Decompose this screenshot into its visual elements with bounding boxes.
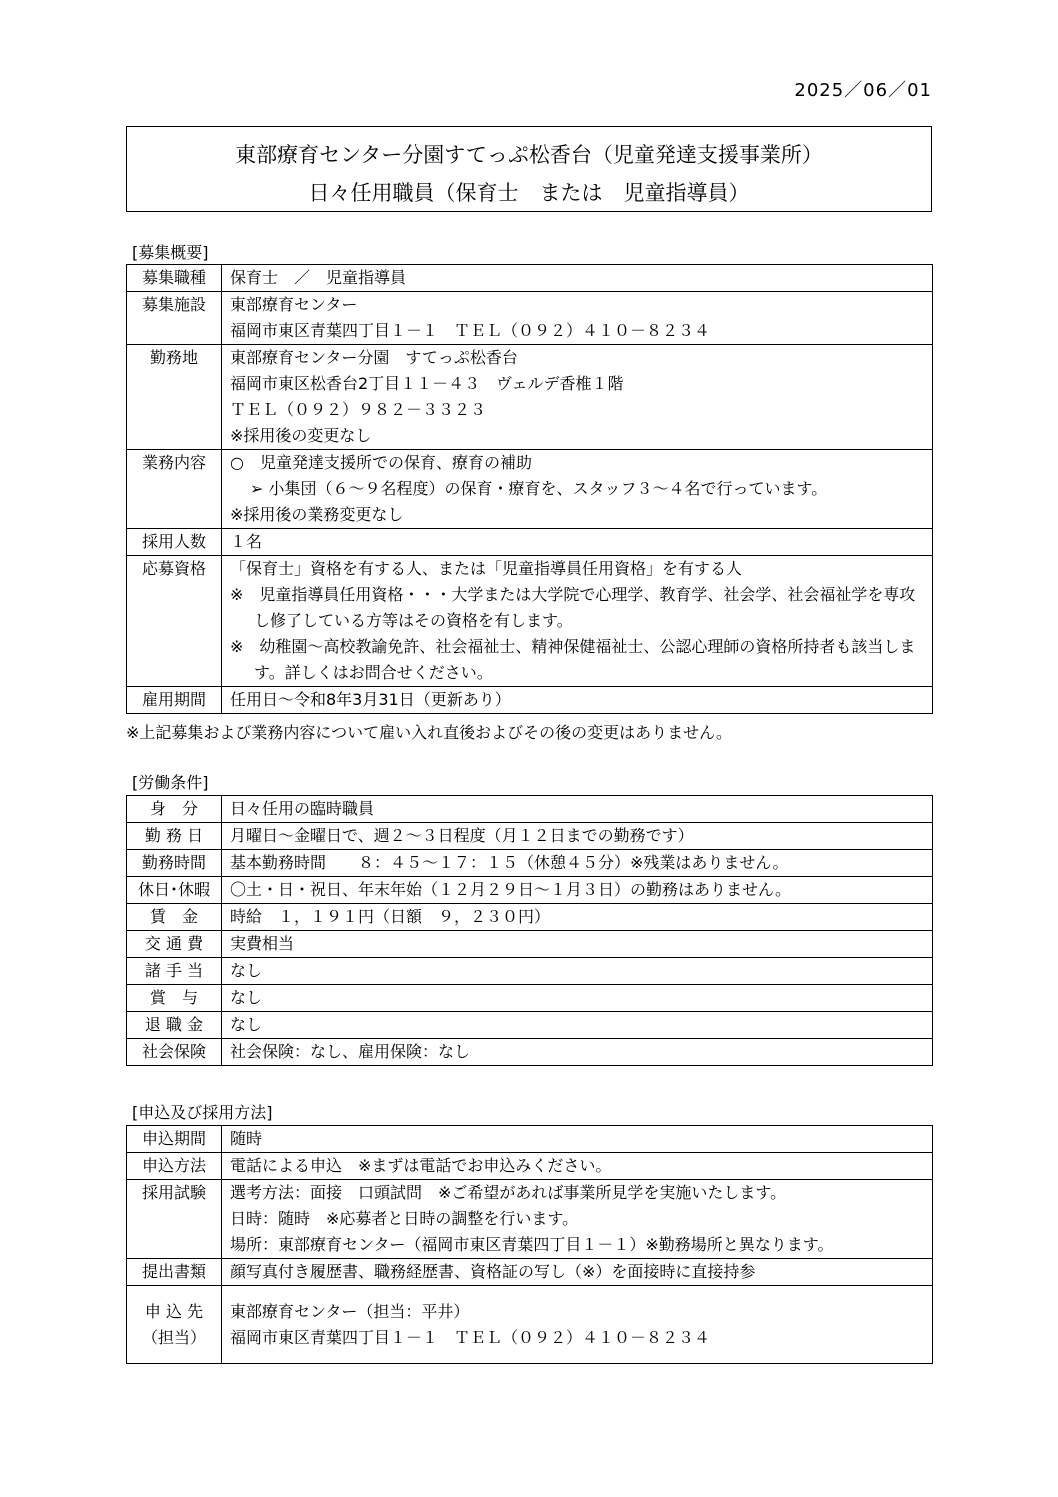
value-line: ○ 児童発達支援所での保育、療育の補助 (230, 453, 532, 472)
row-label: 賞 与 (127, 985, 222, 1012)
row-value (222, 1180, 933, 1259)
table-row (127, 1286, 933, 1364)
table-row (127, 556, 933, 687)
section-heading-recruit: [募集概要] (132, 243, 209, 262)
row-label: 応募資格 (127, 556, 222, 687)
table-row (127, 1180, 933, 1259)
row-value: 月曜日～金曜日で、週２～３日程度（月１２日までの勤務です） (222, 823, 933, 850)
row-label: 賃 金 (127, 904, 222, 931)
table-row (127, 958, 933, 985)
apply-table (126, 1125, 933, 1364)
value-line: １名 (230, 532, 263, 551)
row-label: 勤務地 (127, 345, 222, 450)
row-label: 身 分 (127, 796, 222, 823)
title-line-2: 日々任用職員（保育士 または 児童指導員） (308, 181, 750, 205)
row-label: 募集施設 (127, 292, 222, 345)
table-row (127, 529, 933, 556)
row-value (222, 687, 933, 714)
row-label: 提出書類 (127, 1259, 222, 1286)
row-label: 申込期間 (127, 1126, 222, 1153)
value-line: ※ 児童指導員任用資格・・・大学または大学院で心理学、教育学、社会学、社会福祉学を専攻し修了している方等はその資格を有します。 (230, 585, 916, 630)
table-row (127, 1259, 933, 1286)
row-value: 日々任用の臨時職員 (222, 796, 933, 823)
value-line: 福岡市東区青葉四丁目１－１ ＴＥＬ（０９２）４１０－８２３４ (230, 321, 711, 340)
table-row (127, 450, 933, 529)
row-value: 実費相当 (222, 931, 933, 958)
row-label: 採用試験 (127, 1180, 222, 1259)
row-label: 休日･休暇 (127, 877, 222, 904)
table-row (127, 1153, 933, 1180)
recruit-table (126, 264, 933, 714)
row-value: 社会保険：なし、雇用保険：なし (222, 1039, 933, 1066)
row-value (222, 529, 933, 556)
table-row (127, 292, 933, 345)
value-line: 福岡市東区松香台2丁目１１－４３ ヴェルデ香椎１階 (230, 374, 624, 393)
row-label: 勤務時間 (127, 850, 222, 877)
value-line: ※ 幼稚園～高校教諭免許、社会福祉士、精神保健福祉士、公認心理師の資格所持者も該当します。詳しくはお問合せください。 (230, 637, 916, 682)
section-heading-apply: [申込及び採用方法] (132, 1103, 273, 1122)
row-value (222, 556, 933, 687)
row-value (222, 450, 933, 529)
row-value: 〇土・日・祝日、年末年始（１２月２９日～１月３日）の勤務はありません。 (222, 877, 933, 904)
value-line: 場所：東部療育センター（福岡市東区青葉四丁目１－１）※勤務場所と異なります。 (230, 1235, 834, 1254)
table-row (127, 823, 933, 850)
value-line: 顔写真付き履歴書、職務経歴書、資格証の写し（※）を面接時に直接持参 (230, 1262, 756, 1281)
row-value (222, 292, 933, 345)
table-row (127, 265, 933, 292)
contact-value (222, 1286, 933, 1364)
section-heading-labor: [労働条件] (132, 773, 209, 792)
row-label: 社会保険 (127, 1039, 222, 1066)
value-line: ➢ 小集団（６～９名程度）の保育・療育を、スタッフ３～４名で行っています。 (250, 479, 828, 498)
contact-line-1: 東部療育センター（担当：平井） (230, 1301, 470, 1321)
table-row (127, 1012, 933, 1039)
table-row (127, 1126, 933, 1153)
recruit-note: ※上記募集および業務内容について雇い入れ直後およびその後の変更はありません。 (126, 723, 733, 742)
value-line: ※採用後の変更なし (230, 426, 372, 445)
value-line: 電話による申込 ※まずは電話でお申込みください。 (230, 1156, 612, 1175)
value-line: ※採用後の業務変更なし (230, 505, 404, 524)
title-line-1: 東部療育センター分園すてっぷ松香台（児童発達支援事業所） (235, 143, 823, 167)
row-value: なし (222, 958, 933, 985)
contact-label-line-1: 申 込 先 (144, 1301, 204, 1321)
title-box (126, 126, 932, 212)
contact-label (127, 1286, 222, 1364)
row-value (222, 265, 933, 292)
row-label: 業務内容 (127, 450, 222, 529)
row-value (222, 1126, 933, 1153)
row-label: 申込方法 (127, 1153, 222, 1180)
row-label: 募集職種 (127, 265, 222, 292)
row-label: 交 通 費 (127, 931, 222, 958)
value-line: 東部療育センター分園 すてっぷ松香台 (230, 348, 518, 367)
table-row (127, 904, 933, 931)
value-line: 随時 (230, 1129, 263, 1148)
row-value (222, 345, 933, 450)
row-label: 採用人数 (127, 529, 222, 556)
contact-line-2: 福岡市東区青葉四丁目１－１ ＴＥＬ（０９２）４１０－８２３４ (230, 1327, 711, 1347)
table-row (127, 796, 933, 823)
contact-label-line-2: （担当） (141, 1327, 206, 1347)
table-row (127, 985, 933, 1012)
table-row (127, 850, 933, 877)
row-value (222, 1153, 933, 1180)
table-row (127, 1039, 933, 1066)
labor-table (126, 795, 933, 1066)
row-label: 勤 務 日 (127, 823, 222, 850)
value-line: 任用日～令和8年3月31日（更新あり） (230, 690, 511, 709)
row-value (222, 1259, 933, 1286)
value-line: 保育士 ／ 児童指導員 (230, 268, 407, 287)
row-value: なし (222, 1012, 933, 1039)
value-line: 選考方法：面接 口頭試問 ※ご希望があれば事業所見学を実施いたします。 (230, 1183, 787, 1202)
table-row (127, 877, 933, 904)
table-row (127, 931, 933, 958)
value-line: ＴＥＬ（０９２）９８２－３３２３ (230, 400, 487, 419)
value-line: 「保育士」資格を有する人、または「児童指導員任用資格」を有する人 (230, 559, 743, 578)
value-line: 東部療育センター (230, 295, 358, 314)
table-row (127, 345, 933, 450)
value-line: 日時：随時 ※応募者と日時の調整を行います。 (230, 1209, 579, 1228)
table-row (127, 687, 933, 714)
row-label: 雇用期間 (127, 687, 222, 714)
row-value: 基本勤務時間 ８：４５～１７：１５（休憩４５分）※残業はありません。 (222, 850, 933, 877)
row-label: 退 職 金 (127, 1012, 222, 1039)
row-value: なし (222, 985, 933, 1012)
row-value: 時給 １，１９１円（日額 ９，２３０円） (222, 904, 933, 931)
row-label: 諸 手 当 (127, 958, 222, 985)
document-date: 2025／06／01 (794, 80, 932, 101)
